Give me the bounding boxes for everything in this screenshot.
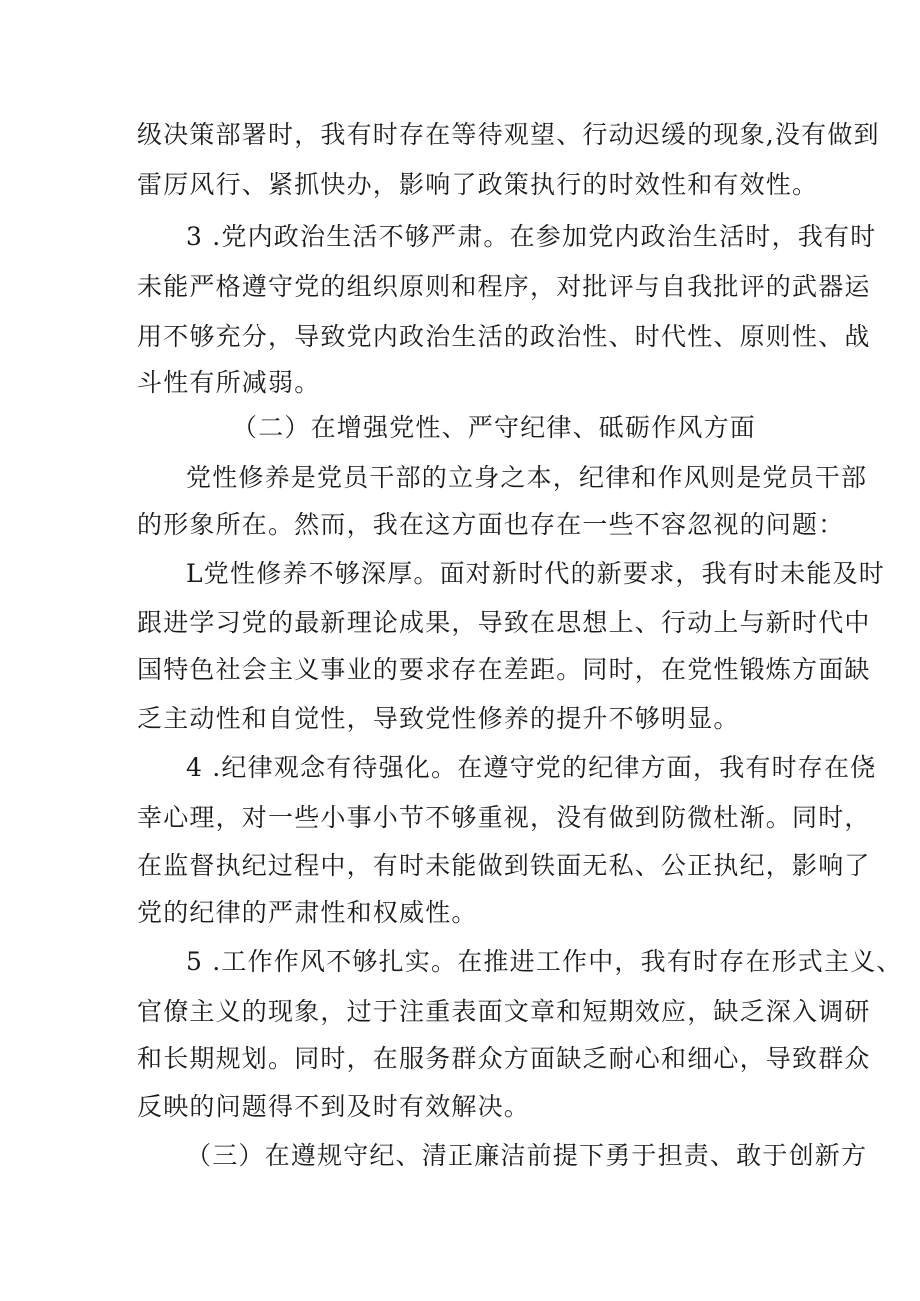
text-line: 幸心理，对一些小事小节不够重视，没有做到防微杜渐。同时，	[137, 803, 871, 832]
text-line: 用不够充分，导致党内政治生活的政治性、时代性、原则性、战	[137, 322, 871, 351]
text-line: 党的纪律的严肃性和权威性。	[137, 898, 478, 927]
text-line: 跟进学习党的最新理论成果，导致在思想上、行动上与新时代中	[137, 608, 871, 637]
text-line: 党性修养是党员干部的立身之本，纪律和作风则是党员干部	[186, 463, 868, 492]
text-line: 斗性有所减弱。	[137, 368, 321, 397]
text-line: 国特色社会主义事业的要求存在差距。同时，在党性锻炼方面缺	[137, 655, 871, 684]
text-line: 4 .纪律观念有待强化。在遵守党的纪律方面，我有时存在侥	[186, 753, 877, 782]
text-line: 5 .工作作风不够扎实。在推进工作中，我有时存在形式主义、	[186, 947, 903, 976]
section-heading: （二）在增强党性、严守纪律、砥砺作风方面	[232, 413, 757, 442]
text-line: 和长期规划。同时，在服务群众方面缺乏耐心和细心，导致群众	[137, 1044, 871, 1073]
text-line: 雷厉风行、紧抓快办，影响了政策执行的时效性和有效性。	[137, 170, 819, 199]
text-line: 反映的问题得不到及时有效解决。	[137, 1092, 531, 1121]
text-line: 在监督执纪过程中，有时未能做到铁面无私、公正执纪，影响了	[137, 851, 871, 880]
text-line: 的形象所在。然而，我在这方面也存在一些不容忽视的问题：	[137, 510, 845, 539]
text-line: 3 .党内政治生活不够严肃。在参加党内政治生活时，我有时	[186, 222, 877, 251]
text-line: L党性修养不够深厚。面对新时代的新要求，我有时未能及时	[186, 559, 886, 588]
text-line: 乏主动性和自觉性，导致党性修养的提升不够明显。	[137, 704, 740, 733]
section-heading: （三）在遵规守纪、清正廉洁前提下勇于担责、敢于创新方	[186, 1141, 868, 1170]
text-line: 级决策部署时，我有时存在等待观望、行动迟缓的现象,没有做到	[137, 120, 880, 149]
text-line: 未能严格遵守党的组织原则和程序，对批评与自我批评的武器运	[137, 272, 871, 301]
text-line: 官僚主义的现象，过于注重表面文章和短期效应，缺乏深入调研	[137, 997, 871, 1026]
